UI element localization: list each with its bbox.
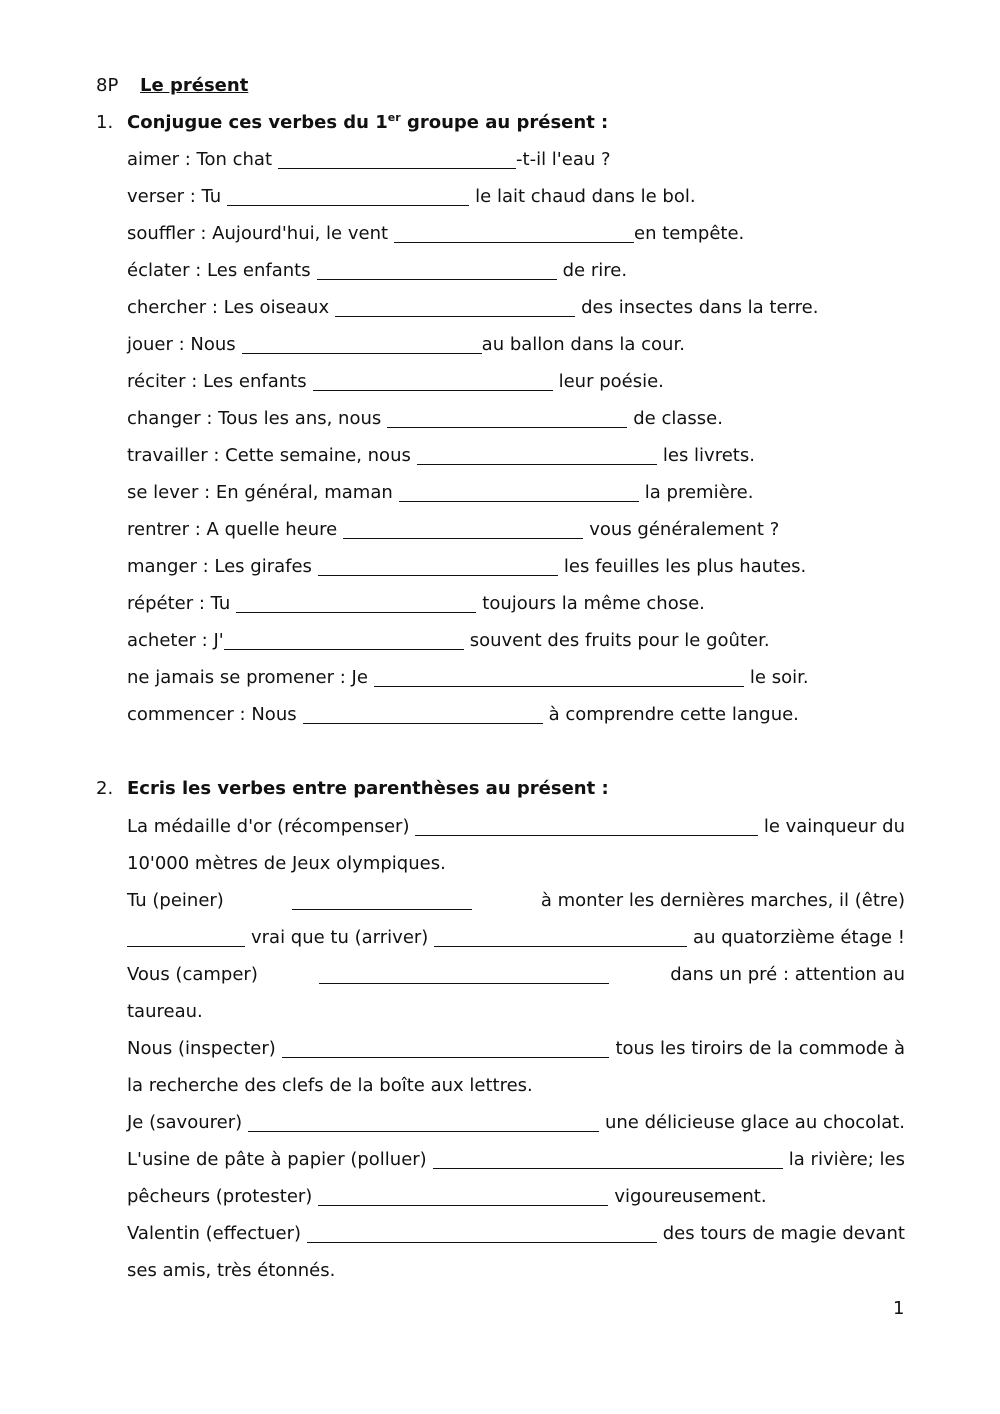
item-suffix: les livrets. — [662, 445, 755, 466]
exercise-1-item — [127, 444, 755, 468]
answer-blank[interactable] — [343, 520, 583, 539]
line-text: L'usine de pâte à papier (polluer) — [127, 1149, 427, 1170]
item-prompt: jouer : Nous — [127, 334, 236, 355]
line-text: Valentin (effectuer) — [127, 1223, 302, 1244]
item-suffix: le lait chaud dans le bol. — [475, 186, 696, 207]
exercise-1-item — [127, 666, 809, 690]
exercise-1-item — [127, 518, 779, 542]
class-level: 8P — [96, 75, 119, 96]
item-prompt: changer : Tous les ans, nous — [127, 408, 382, 429]
exercise-1-item — [127, 185, 696, 209]
item-suffix: -t-il l'eau ? — [516, 149, 611, 170]
exercise-2-line — [127, 1074, 533, 1098]
item-prompt: réciter : Les enfants — [127, 371, 307, 392]
answer-blank[interactable] — [417, 446, 657, 465]
answer-blank[interactable] — [374, 668, 744, 687]
exercise-2-line — [127, 1037, 905, 1061]
item-prompt: travailler : Cette semaine, nous — [127, 445, 411, 466]
item-suffix: toujours la même chose. — [482, 593, 705, 614]
answer-blank[interactable] — [224, 631, 464, 650]
answer-blank[interactable] — [227, 187, 469, 206]
exercise-1-item — [127, 629, 770, 653]
line-text: des tours de magie devant — [662, 1223, 905, 1244]
item-prompt: verser : Tu — [127, 186, 222, 207]
item-suffix: des insectes dans la terre. — [581, 297, 819, 318]
answer-blank[interactable] — [319, 965, 609, 984]
exercise-2-line — [127, 1000, 203, 1024]
exercise-1-item — [127, 259, 627, 283]
answer-blank[interactable] — [307, 1224, 657, 1243]
answer-blank[interactable] — [292, 891, 472, 910]
answer-blank[interactable] — [335, 298, 575, 317]
item-suffix: en tempête. — [634, 223, 745, 244]
answer-blank[interactable] — [318, 557, 558, 576]
exercise-2-line — [127, 889, 905, 913]
item-prompt: acheter : J' — [127, 630, 224, 651]
item-prompt: rentrer : A quelle heure — [127, 519, 338, 540]
line-text: vigoureusement. — [614, 1186, 767, 1207]
line-text: vrai que tu (arriver) — [251, 927, 429, 948]
line-text: 10'000 mètres de Jeux olympiques. — [127, 853, 446, 874]
exercise-2-line — [127, 852, 446, 876]
item-prompt: ne jamais se promener : Je — [127, 667, 368, 688]
item-suffix: de rire. — [562, 260, 628, 281]
answer-blank[interactable] — [399, 483, 639, 502]
exercise-2-line — [127, 1111, 905, 1135]
line-text: taureau. — [127, 1001, 203, 1022]
exercise-1-item — [127, 407, 723, 431]
exercise-1-instruction: Conjugue ces verbes du 1er groupe au présent : — [127, 111, 609, 133]
answer-blank[interactable] — [236, 594, 476, 613]
line-text: au quatorzième étage ! — [693, 927, 905, 948]
answer-blank[interactable] — [248, 1113, 599, 1132]
item-suffix: au ballon dans la cour. — [481, 334, 685, 355]
answer-blank[interactable] — [282, 1039, 610, 1058]
line-text: à monter les dernières marches, il (être) — [540, 890, 905, 911]
line-text: Vous (camper) — [127, 964, 258, 985]
answer-blank[interactable] — [318, 1187, 608, 1206]
item-prompt: manger : Les girafes — [127, 556, 312, 577]
line-text: une délicieuse glace au chocolat. — [604, 1112, 905, 1133]
exercise-1-item — [127, 370, 664, 394]
answer-blank[interactable] — [317, 261, 557, 280]
item-suffix: la première. — [644, 482, 754, 503]
line-text: le vainqueur du — [763, 816, 905, 837]
item-suffix: leur poésie. — [558, 371, 664, 392]
line-text: Je (savourer) — [127, 1112, 243, 1133]
exercise-2-line — [127, 815, 905, 839]
line-text: la rivière; les — [788, 1149, 905, 1170]
exercise-1-number: 1. — [96, 112, 114, 133]
exercise-1-item — [127, 703, 799, 727]
exercise-2-instruction: Ecris les verbes entre parenthèses au présent : — [127, 778, 609, 799]
item-suffix: souvent des fruits pour le goûter. — [469, 630, 770, 651]
line-text: La médaille d'or (récompenser) — [127, 816, 410, 837]
exercise-2-line — [127, 1222, 905, 1246]
answer-blank[interactable] — [434, 928, 687, 947]
exercise-1-item — [127, 296, 818, 320]
exercise-1-item — [127, 222, 744, 246]
exercise-1-item — [127, 481, 753, 505]
item-prompt: souffler : Aujourd'hui, le vent — [127, 223, 389, 244]
item-suffix: de classe. — [633, 408, 723, 429]
exercise-2-number: 2. — [96, 778, 114, 799]
item-prompt: éclater : Les enfants — [127, 260, 311, 281]
answer-blank[interactable] — [278, 150, 516, 169]
line-text: dans un pré : attention au — [670, 964, 906, 985]
exercise-1-item — [127, 148, 611, 172]
exercise-2-line — [127, 1185, 767, 1209]
item-prompt: aimer : Ton chat — [127, 149, 273, 170]
page-header — [96, 74, 248, 98]
line-text: tous les tiroirs de la commode à — [615, 1038, 905, 1059]
item-suffix: le soir. — [749, 667, 809, 688]
exercise-1-item — [127, 333, 685, 357]
item-suffix: les feuilles les plus hautes. — [563, 556, 807, 577]
answer-blank[interactable] — [387, 409, 627, 428]
item-suffix: vous généralement ? — [589, 519, 780, 540]
item-suffix: à comprendre cette langue. — [548, 704, 799, 725]
page-number: 1 — [893, 1298, 905, 1319]
item-prompt: commencer : Nous — [127, 704, 297, 725]
page-title: Le présent — [140, 75, 249, 96]
line-text: pêcheurs (protester) — [127, 1186, 313, 1207]
line-text: Tu (peiner) — [127, 890, 224, 911]
item-prompt: se lever : En général, maman — [127, 482, 393, 503]
answer-blank[interactable] — [242, 335, 482, 354]
answer-blank[interactable] — [127, 928, 245, 947]
answer-blank[interactable] — [313, 372, 553, 391]
answer-blank[interactable] — [415, 817, 757, 836]
answer-blank[interactable] — [303, 705, 543, 724]
item-prompt: répéter : Tu — [127, 593, 231, 614]
exercise-2-line — [127, 1148, 905, 1172]
exercise-2-line — [127, 963, 905, 987]
answer-blank[interactable] — [394, 224, 634, 243]
line-text: ses amis, très étonnés. — [127, 1260, 336, 1281]
line-text: la recherche des clefs de la boîte aux lettres. — [127, 1075, 533, 1096]
line-text: Nous (inspecter) — [127, 1038, 276, 1059]
exercise-2-line — [127, 1259, 335, 1283]
exercise-1-item — [127, 555, 806, 579]
item-prompt: chercher : Les oiseaux — [127, 297, 330, 318]
answer-blank[interactable] — [433, 1150, 783, 1169]
exercise-2-line — [127, 926, 905, 950]
exercise-1-item — [127, 592, 705, 616]
